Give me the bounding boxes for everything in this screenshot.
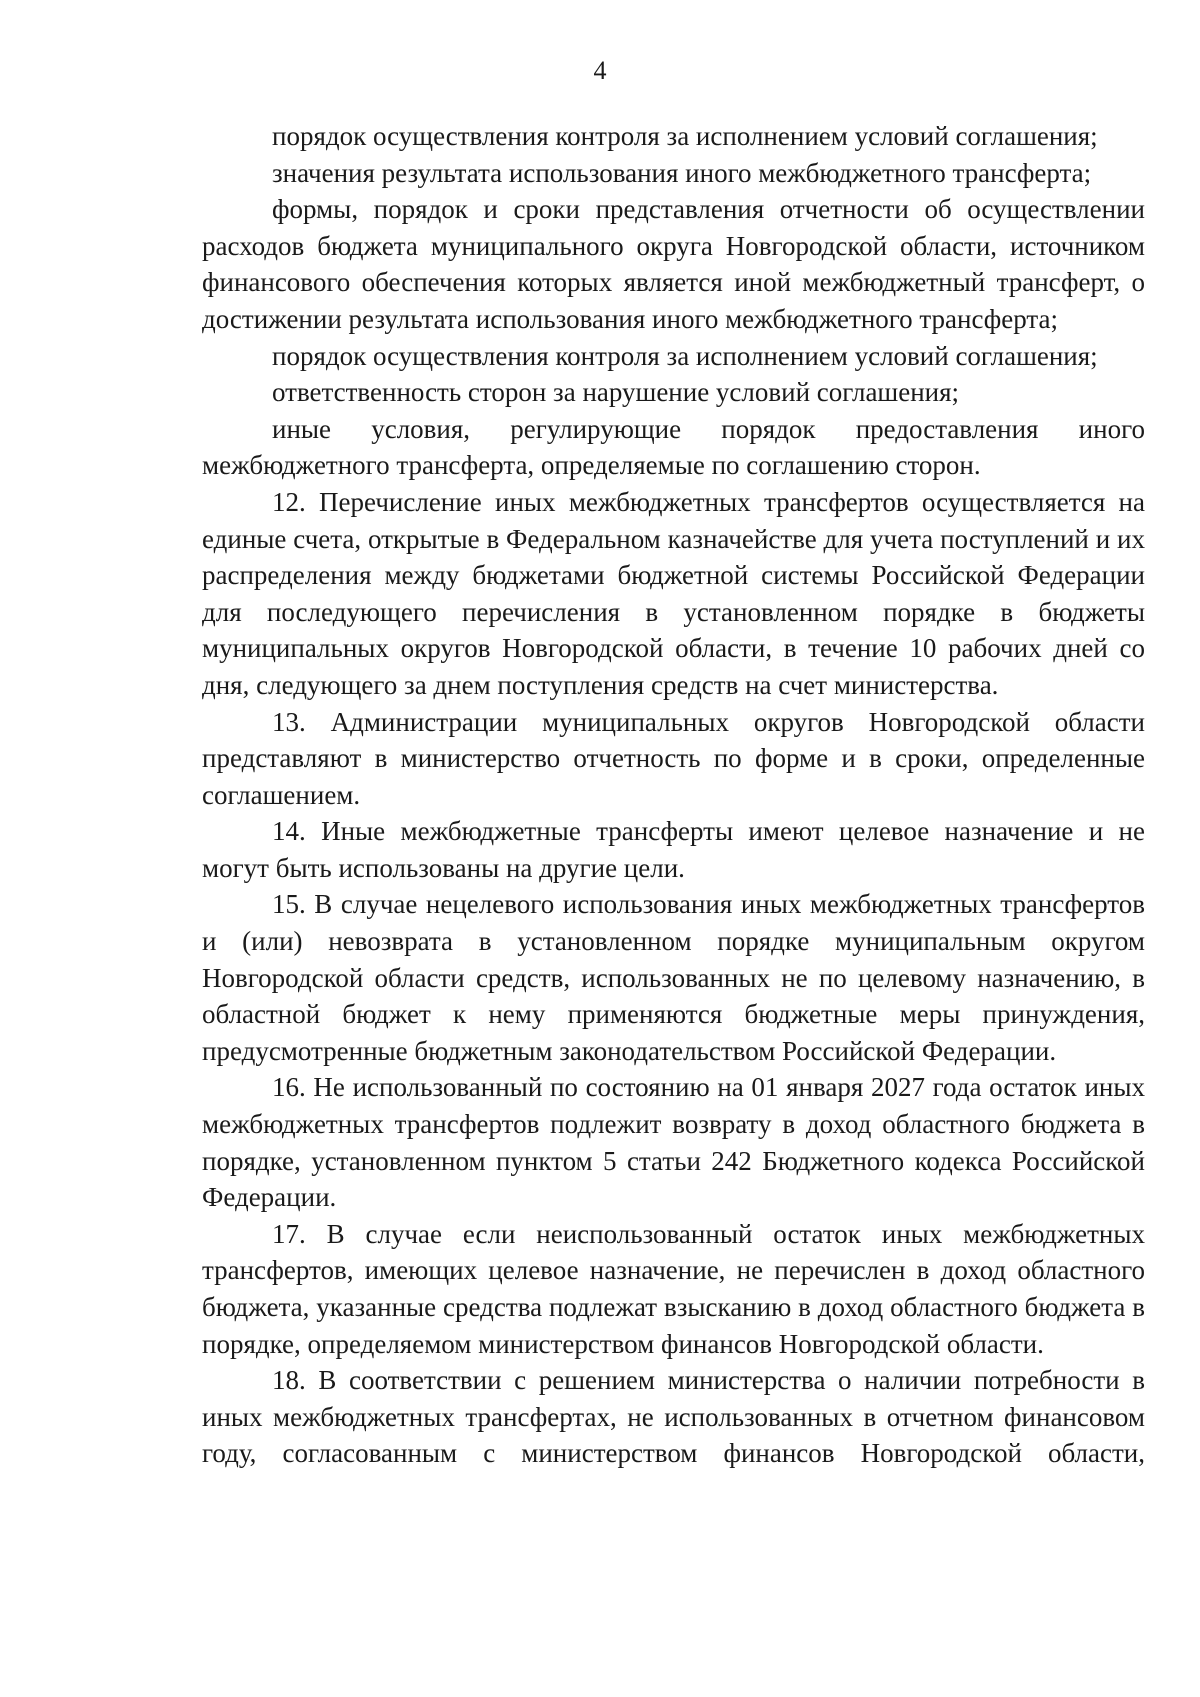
document-body <box>202 118 1145 1472</box>
paragraph-other-conditions: иные условия, регулирующие порядок предоставления иного межбюджетного трансферта, определяемые по соглашению сторон. <box>202 413 1145 481</box>
page-number: 4 <box>593 56 607 85</box>
paragraph-item-13: 13. Администрации муниципальных округов Новгородской области представляют в министерство отчетность по форме и в сроки, определенные соглашением. <box>202 706 1145 810</box>
paragraph-reporting-forms: формы, порядок и сроки представления отчетности об осуществлении расходов бюджета муниципального округа Новгородской области, источником финансового обеспечения которых является иной межбюджетный трансферт, о достижении результата использования иного межбюджетного трансферта; <box>202 194 1145 334</box>
paragraph-item-14: 14. Иные межбюджетные трансферты имеют целевое назначение и не могут быть использованы на другие цели. <box>202 816 1145 883</box>
paragraph-item-18: 18. В соответствии с решением министерства о наличии потребности в иных межбюджетных трансфертах, не использованных в отчетном финансовом году, согласованным с министерством финансов Новгородской области, <box>202 1365 1145 1469</box>
paragraph-control-procedure-2: порядок осуществления контроля за исполнением условий соглашения; <box>272 340 1098 371</box>
paragraph-item-16: 16. Не использованный по состоянию на 01 января 2027 года остаток иных межбюджетных трансфертов подлежит возврату в доход областного бюджета в порядке, установленном пунктом 5 статьи 242 Бюджетного кодекса Российской Федерации. <box>202 1072 1145 1213</box>
paragraph-result-values: значения результата использования иного межбюджетного трансферта; <box>272 157 1092 188</box>
paragraph-control-procedure: порядок осуществления контроля за исполнением условий соглашения; <box>272 121 1098 151</box>
paragraph-item-12: 12. Перечисление иных межбюджетных трансфертов осуществляется на единые счета, открытые в Федеральном казначействе для учета поступлений и их распределения между бюджетами бюджетной системы Российской Федерации для последующего перечисления в установленном порядке в бюджеты муниципальных округов Новгородской области, в течение 10 рабочих дней со дня, следующего за днем поступления средств на счет министерства. <box>202 486 1145 700</box>
paragraph-responsibility: ответственность сторон за нарушение условий соглашения; <box>272 377 960 408</box>
paragraph-item-17: 17. В случае если неиспользованный остаток иных межбюджетных трансфертов, имеющих целевое назначение, не перечислен в доход областного бюджета, указанные средства подлежат взысканию в доход областного бюджета в порядке, определяемом министерством финансов Новгородской области. <box>202 1218 1145 1359</box>
paragraph-item-15: 15. В случае нецелевого использования иных межбюджетных трансфертов и (или) невозврата в установленном порядке муниципальным округом Новгородской области средств, использованных не по целевому назначению, в областной бюджет к нему применяются бюджетные меры принуждения, предусмотренные бюджетным законодательством Российской Федерации. <box>202 889 1145 1066</box>
